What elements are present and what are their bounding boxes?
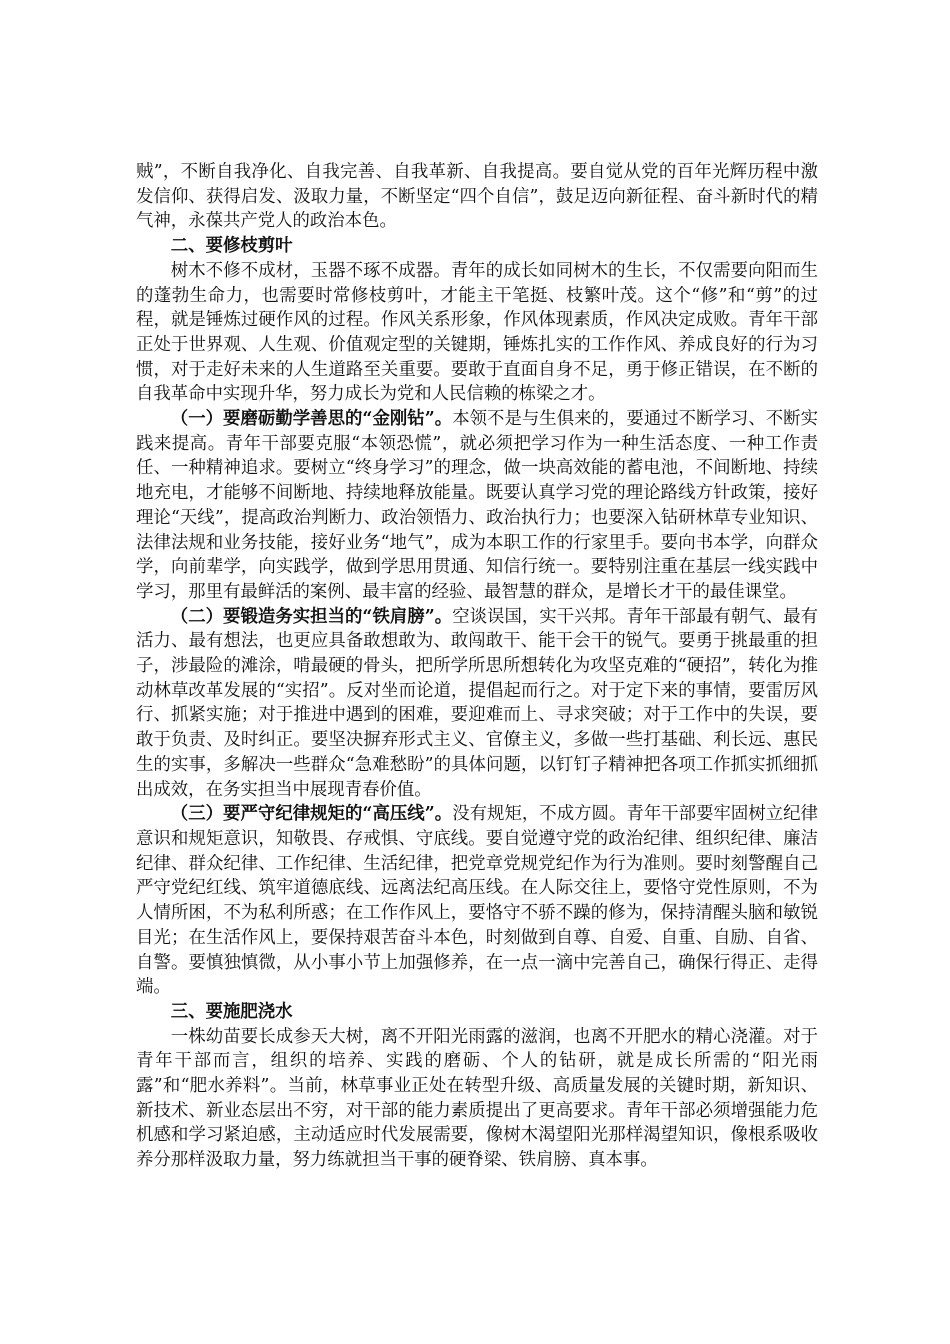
paragraph-pruning-intro: 树木不修不成材，玉器不琢不成器。青年的成长如同树木的生长，不仅需要向阳而生的蓬勃生命力，也需要时常修枝剪叶，才能主干笔挺、枝繁叶茂。这个“修”和“剪”的过程，就是锤炼过硬作风的过程。作风关系形象，作风体现素质，作风决定成败。青年干部正处于世界观、人生观、价值观定型的关键期，锤炼扎实的工作作风、养成良好的行为习惯，对于走好未来的人生道路至关重要。要敢于直面自身不足，勇于修正错误，在不断的自我革命中实现升华，努力成长为党和人民信赖的栋梁之才。 <box>136 260 818 405</box>
subsection-discipline <box>136 802 818 1000</box>
subsection-lead-diligence: （一）要磨砺勤学善思的“金刚钻”。 <box>170 409 453 430</box>
document-page <box>136 160 818 1173</box>
subsection-lead-responsibility: （二）要锻造务实担当的“铁肩膀”。 <box>170 606 453 627</box>
subsection-body-discipline: 没有规矩，不成方圆。青年干部要牢固树立纪律意识和规矩意识，知敬畏、存戒惧、守底线。要自觉遵守党的政治纪律、组织纪律、廉洁纪律、群众纪律、工作纪律、生活纪律，把党章党规党纪作为行为准则。要时刻警醒自己严守党纪红线、筑牢道德底线、远离法纪高压线。在人际交往上，要恪守党性原则，不为人情所困，不为私利所惑；在工作作风上，要恪守不骄不躁的修为，保持清醒头脑和敏锐目光；在生活作风上，要保持艰苦奋斗本色，时刻做到自尊、自爱、自重、自励、自省、自警。要慎独慎微，从小事小节上加强修养，在一点一滴中完善自己，确保行得正、走得端。 <box>136 804 818 998</box>
section-heading-fertilizing: 三、要施肥浇水 <box>170 1001 293 1022</box>
subsection-diligence <box>136 407 818 605</box>
subsection-body-diligence: 本领不是与生俱来的，要通过不断学习、不断实践来提高。青年干部要克服“本领恐慌”，就必须把学习作为一种生活态度、一种工作责任、一种精神追求。要树立“终身学习”的理念，做一块高效能的蓄电池，不间断地、持续地充电，才能够不间断地、持续地释放能量。既要认真学习党的理论路线方针政策，接好理论“天线”，提高政治判断力、政治领悟力、政治执行力；也要深入钻研林草专业知识、法律法规和业务技能，接好业务“地气”，成为本职工作的行家里手。要向书本学，向群众学，向前辈学，向实践学，做到学思用贯通、知信行统一。要特别注重在基层一线实践中学习，那里有最鲜活的案例、最丰富的经验、最智慧的群众，是增长才干的最佳课堂。 <box>136 409 818 602</box>
paragraph-continuation: 贼”，不断自我净化、自我完善、自我革新、自我提高。要自觉从党的百年光辉历程中激发信仰、获得启发、汲取力量，不断坚定“四个自信”，鼓足迈向新征程、奋斗新时代的精气神，永葆共产党人的政治本色。 <box>136 162 818 232</box>
subsection-body-responsibility: 空谈误国，实干兴邦。青年干部最有朝气、最有活力、最有想法，也更应具备敢想敢为、敢闯敢干、能干会干的锐气。要勇于挑最重的担子，涉最险的滩涂，啃最硬的骨头，把所学所思所想转化为攻坚克难的“硬招”，转化为推动林草改革发展的“实招”。反对坐而论道，提倡起而行之。对于定下来的事情，要雷厉风行、抓紧实施；对于推进中遇到的困难，要迎难而上、寻求突破；对于工作中的失误，要敢于负责、及时纠正。要坚决摒弃形式主义、官僚主义，多做一些打基础、利长远、惠民生的实事，多解决一些群众“急难愁盼”的具体问题，以钉钉子精神把各项工作抓实抓细抓出成效，在务实担当中展现青春价值。 <box>136 606 818 800</box>
subsection-responsibility <box>136 605 818 803</box>
subsection-lead-discipline: （三）要严守纪律规矩的“高压线”。 <box>170 804 453 825</box>
section-heading-pruning: 二、要修枝剪叶 <box>170 236 293 257</box>
paragraph-fertilizing-intro: 一株幼苗要长成参天大树，离不开阳光雨露的滋润，也离不开肥水的精心浇灌。对于青年干部而言，组织的培养、实践的磨砺、个人的钻研，就是成长所需的“阳光雨露”和“肥水养料”。当前，林草事业正处在转型升级、高质量发展的关键时期，新知识、新技术、新业态层出不穷，对干部的能力素质提出了更高要求。青年干部必须增强能力危机感和学习紧迫感，主动适应时代发展需要，像树木渴望阳光那样渴望知识，像根系吸收养分那样汲取力量，努力练就担当干事的硬脊梁、铁肩膀、真本事。 <box>136 1026 818 1171</box>
